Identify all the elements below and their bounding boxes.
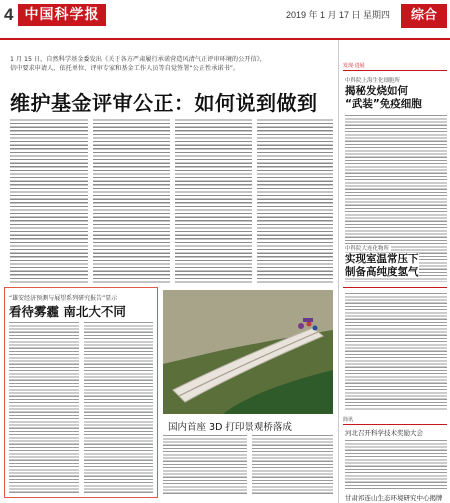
photo-article-title: 国内首座 3D 打印景观桥落成 [168, 422, 292, 433]
boxed-article-body [9, 321, 153, 494]
main-article-body [10, 118, 333, 284]
photo-article-body [163, 434, 333, 496]
boxed-article-kicker: “雄安经济预测与展望系列研究报告”显示 [9, 295, 118, 302]
sidebar-item2-kicker: 中科院大连化物所 [345, 246, 390, 252]
newspaper-logo: 中国科学报 [18, 4, 106, 26]
sidebar [338, 40, 450, 503]
bridge-photo-image [163, 290, 333, 414]
section-label: 综合 [401, 4, 447, 28]
boxed-article [4, 287, 158, 498]
main-headline: 维护基金评审公正：如何说到做到 [10, 91, 318, 115]
sidebar-item2-body [345, 292, 447, 410]
page-number: 4 [4, 5, 14, 24]
sidebar-rule-2 [343, 287, 447, 288]
sidebar-item1-title-line2: “武装”免疫细胞 [345, 97, 422, 110]
brief-1-body [345, 439, 447, 489]
sidebar-item1-title [345, 85, 422, 110]
sidebar-item2-title-line2: 制备高纯度氢气 [345, 265, 419, 278]
sidebar-rule [343, 70, 447, 71]
lead-paragraph [10, 55, 328, 73]
lead-line-2: 信中要求申请人、依托单位、评审专家和基金工作人员等自觉签署“公正性承诺书”。 [10, 65, 240, 72]
sidebar-item2-title-line1: 实现室温常压下 [345, 253, 419, 265]
lead-line-1: 1 月 15 日，自然科学基金委发出《关于各方严肃履行承诺营造风清气正评审环境的公开信》， [10, 56, 266, 63]
sidebar-tag: 发现·进展 [343, 63, 365, 69]
sidebar-item2-title [345, 253, 419, 278]
issue-date: 2019 年 1 月 17 日 星期四 [286, 10, 391, 20]
brief-2-title: 甘肃祁连山生态环境研究中心揭牌 [345, 494, 443, 502]
briefs-tag: 简讯 [343, 417, 354, 423]
boxed-article-title: 看待雾霾 南北大不同 [9, 304, 126, 319]
sidebar-item1-kicker: 中科院上海生化细胞所 [345, 78, 401, 84]
sidebar-item1-title-line1: 揭秘发烧如何 [345, 85, 408, 97]
briefs-rule [343, 424, 447, 425]
page-header [0, 0, 450, 40]
brief-1-title: 河北召开科学技术奖励大会 [345, 429, 423, 437]
bridge-photo [163, 290, 333, 414]
